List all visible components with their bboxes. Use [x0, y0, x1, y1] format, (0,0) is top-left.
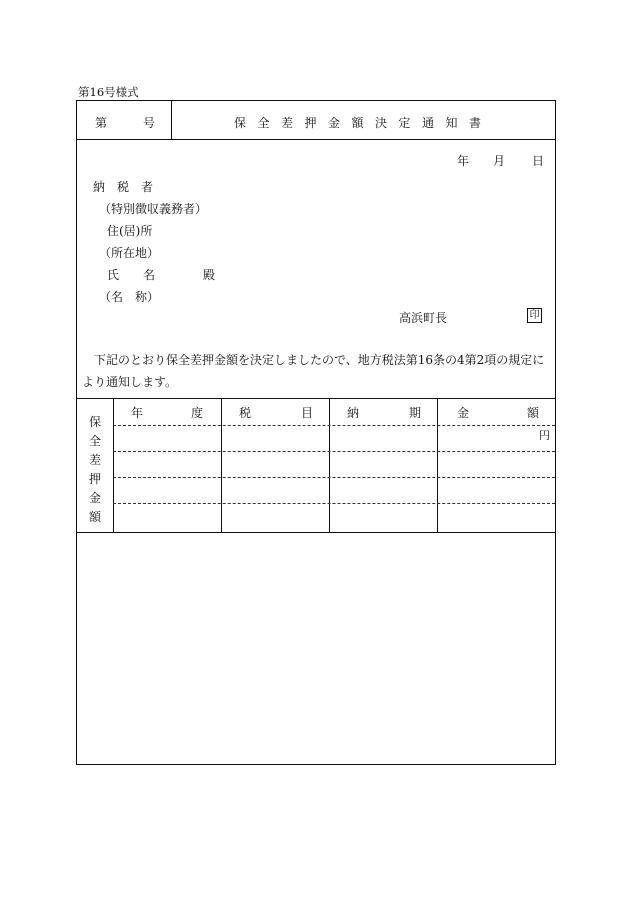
date-year: 年 [457, 154, 470, 168]
number-prefix: 第 [95, 116, 108, 130]
column-divider [437, 399, 438, 532]
column-divider [329, 399, 330, 532]
row-divider [113, 477, 555, 478]
column-header-period: 納 [347, 406, 360, 420]
number-suffix: 号 [143, 116, 156, 130]
currency-unit: 円 [539, 429, 550, 442]
notice-form [76, 100, 556, 765]
table-side-label [77, 399, 114, 532]
form-number-label: 第16号様式 [78, 85, 139, 99]
seal-mark: 印 [527, 308, 542, 323]
date-day: 日 [532, 154, 545, 168]
side-char: 差 [89, 453, 102, 467]
row-divider [113, 503, 555, 504]
special-collector-label: （特別徴収義務者） [99, 202, 208, 216]
document-number-cell [77, 101, 172, 139]
side-char: 保 [89, 415, 102, 429]
form-header [77, 101, 555, 140]
column-header-amount: 金 [457, 406, 470, 420]
side-char: 全 [89, 434, 102, 448]
side-char: 金 [89, 491, 102, 505]
column-header-tax-item: 目 [301, 406, 314, 420]
side-char: 押 [89, 472, 102, 486]
address-label: 住(居)所 [107, 224, 153, 238]
name-label: 氏 名 [107, 268, 156, 282]
honorific-label: 殿 [203, 268, 216, 282]
amount-table [77, 398, 555, 533]
side-char: 額 [89, 510, 102, 524]
row-divider [113, 425, 555, 426]
column-header-amount: 額 [527, 406, 540, 420]
column-header-year: 度 [191, 406, 204, 420]
taxpayer-label: 納 税 者 [93, 180, 154, 194]
row-divider [113, 451, 555, 452]
organization-name-label: （名 称） [99, 290, 160, 304]
document-title: 保全差押金額決定通知書 [234, 116, 493, 130]
column-header-tax-item: 税 [239, 406, 252, 420]
issuer-title: 高浜町長 [399, 311, 448, 325]
column-header-period: 期 [409, 406, 422, 420]
location-label: （所在地） [99, 246, 160, 260]
column-header-year: 年 [131, 406, 144, 420]
column-divider [221, 399, 222, 532]
date-month: 月 [493, 154, 506, 168]
notice-body-text: 下記のとおり保全差押金額を決定しましたので、地方税法第16条の4第2項の規定により通知します。 [82, 353, 545, 389]
